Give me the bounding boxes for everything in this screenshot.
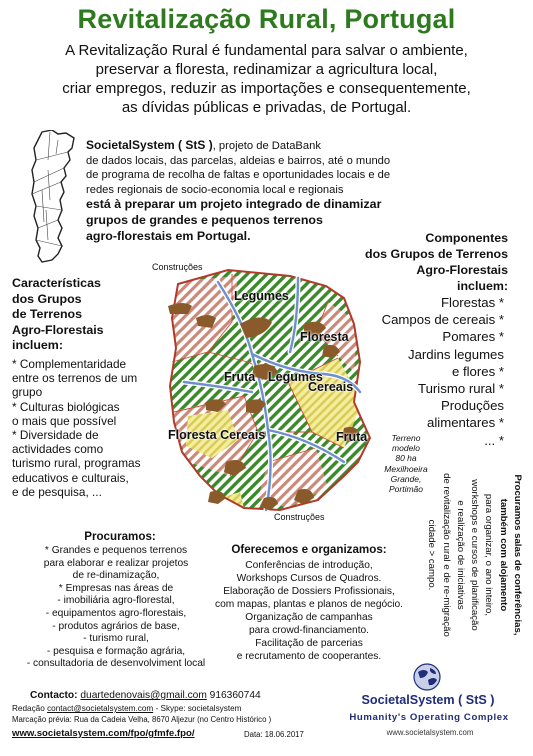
components-item: Produções: [440, 398, 504, 414]
oferecemos-item: com mapas, plantas e planos de negócio.: [214, 599, 404, 610]
procuramos-item: de re-dinamização,: [72, 570, 160, 582]
components-item: Campos de cereais *: [381, 312, 504, 328]
contact-phone: 916360744: [209, 690, 261, 701]
vertical-note-line: cidade > campo.: [426, 519, 438, 591]
procuramos-heading: Procuramos:: [84, 530, 156, 543]
about-line: [86, 138, 416, 154]
terreno-line: modelo: [392, 443, 420, 454]
components-item: Turismo rural *: [418, 381, 504, 397]
characteristics-item: turismo rural, programas: [12, 456, 141, 471]
procuramos-item: - imobiliária agro-florestal,: [57, 595, 175, 607]
components-item: Pomares *: [442, 329, 504, 345]
redacao-label: Redação: [12, 704, 45, 713]
terreno-line: 80 ha: [395, 453, 417, 464]
components-item: Jardins legumes: [407, 346, 504, 362]
map-label-construcoes-top: Construções: [152, 262, 203, 272]
characteristics-heading-line: dos Grupos: [12, 291, 82, 306]
characteristics-heading-line: Agro-Florestais: [12, 322, 104, 337]
characteristics-item: entre os terrenos de um: [12, 371, 138, 386]
oferecemos-item: para crowd-financiamento.: [248, 625, 370, 636]
components-item: Florestas *: [440, 295, 504, 310]
vertical-note-line: Procuramos salas de conferências,: [512, 474, 523, 636]
map-label-construcoes-bottom: Construções: [274, 512, 325, 522]
components-heading-line: incluem:: [457, 279, 508, 293]
terreno-line: Mexilhoeira: [384, 463, 428, 474]
characteristics-heading-line: de Terrenos: [12, 307, 83, 321]
characteristics-item: o mais que possível: [12, 413, 117, 428]
characteristics-heading-line: Características: [12, 276, 101, 290]
procuramos-item: * Empresas nas áreas de: [58, 582, 174, 594]
about-line: de programa de recolha de faltas e oportunidades locais e de: [86, 169, 391, 182]
oferecemos-heading: Oferecemos e organizamos:: [231, 543, 387, 556]
website-link[interactable]: www.societalsystem.com/fpo/gfmfe.fpo/: [12, 728, 195, 739]
oferecemos-item: Facilitação de parcerias: [255, 638, 363, 649]
map-label-fruta: Fruta: [224, 370, 256, 384]
redacao-email-link[interactable]: contact@societalsystem.com: [47, 704, 154, 713]
about-line-rest: , projeto de DataBank: [212, 140, 321, 152]
components-item: e flores *: [451, 363, 504, 379]
brand-name: SocietalSystem ( StS ): [361, 693, 495, 707]
procuramos-item: para elaborar e realizar projetos: [43, 557, 189, 569]
page-title: Revitalização Rural, Portugal: [77, 4, 456, 34]
procuramos-item: - pesquisa e formação agrária,: [46, 645, 186, 657]
terreno-line: Grande,: [390, 473, 422, 484]
characteristics-heading-line: incluem:: [12, 338, 63, 352]
intro-line: preservar a floresta, redinamizar a agricultura local,: [95, 61, 438, 78]
map-label-floresta: Floresta: [300, 330, 349, 344]
contact-line: [30, 690, 261, 701]
brand-url[interactable]: www.societalsystem.com: [386, 728, 474, 737]
characteristics-item: actividades como: [12, 442, 104, 457]
vertical-note-box: [412, 430, 527, 680]
oferecemos-item: e recrutamento de cooperantes.: [236, 651, 382, 662]
intro-line: as dívidas públicas e privadas, de Portugal.: [121, 99, 412, 116]
map-label-cereais: Cereais: [308, 380, 354, 394]
components-heading-line: Componentes: [425, 231, 508, 245]
components-item: ... *: [484, 432, 504, 448]
intro-text: [4, 41, 529, 117]
publication-date: Data: 18.06.2017: [244, 730, 304, 739]
marcacao-address: Marcação prévia: Rua da Cadeia Velha, 8670 Aljezur (no Centro Histórico ): [12, 715, 272, 724]
intro-line: criar empregos, reduzir as importações e consequentemente,: [62, 80, 471, 97]
about-bold-line: está à preparar um projeto integrado de dinamizar: [86, 197, 382, 211]
plot-map: [148, 262, 408, 524]
oferecemos-item: Elaboração de Dossiers Profissionais,: [223, 586, 395, 597]
map-label-legumes-mid: Legumes: [268, 370, 323, 384]
oferecemos-item: Organização de campanhas: [245, 612, 373, 623]
vertical-note-line: e realização de iniciativas: [454, 500, 466, 610]
about-bold-line: grupos de grandes e pequenos terrenos: [86, 213, 323, 227]
procuramos-item: - equipamentos agro-florestais,: [45, 607, 187, 619]
map-label-fruta-right: Fruta: [336, 430, 368, 444]
vertical-note-line: de revitalização rural e de re-migração: [440, 473, 452, 637]
contact-email-link[interactable]: duartedenovais@gmail.com: [80, 690, 207, 701]
procuramos-item: - consultadoria de desenvolviment local: [26, 658, 206, 670]
vertical-note: [424, 430, 524, 680]
map-label-legumes: Legumes: [234, 289, 289, 303]
characteristics-item: * Complementaridade: [12, 357, 127, 371]
about-bold-line: agro-florestais em Portugal.: [86, 229, 251, 243]
contact-label: Contacto:: [30, 690, 78, 701]
redacao-skype: - Skype: societalsystem: [155, 704, 242, 713]
portugal-map-icon: [28, 130, 78, 270]
about-text: [86, 138, 416, 197]
brand-tagline: Humanity's Operating Complex: [349, 712, 509, 723]
procuramos-item: - produtos agrários de base,: [52, 620, 180, 632]
components-heading-line: dos Grupos de Terrenos: [365, 247, 508, 261]
procuramos-item: * Grandes e pequenos terrenos: [44, 545, 188, 556]
characteristics-item: * Diversidade de: [12, 428, 99, 443]
vertical-note-line: workshops e cursos de planificação: [469, 479, 481, 631]
about-line: redes regionais de socio-economia local e regionais: [86, 183, 344, 196]
intro-line: A Revitalização Rural é fundamental para salvar o ambiente,: [65, 42, 468, 59]
oferecemos-item: Workshops Cursos de Quadros.: [236, 573, 382, 584]
map-label-floresta-cereais: Floresta Cereais: [168, 428, 266, 442]
characteristics-item: grupo: [12, 385, 43, 400]
components-item: alimentares *: [427, 415, 504, 431]
procuramos-item: - turismo rural,: [83, 633, 149, 645]
components-heading-line: Agro-Florestais: [416, 263, 508, 277]
characteristics-item: educativos e culturais,: [12, 470, 129, 485]
oferecemos-item: Conferências de introdução,: [245, 560, 373, 571]
about-brand: SocietalSystem ( StS ): [86, 138, 213, 152]
about-line: de dados locais, das parcelas, aldeias e bairros, até o mundo: [86, 154, 391, 167]
terreno-line: Terreno: [391, 433, 421, 443]
characteristics-item: e de pesquisa, ...: [12, 484, 102, 499]
globe-logo-icon: [412, 662, 442, 692]
oferecemos-list: [196, 559, 422, 663]
redacao-line: [12, 704, 242, 713]
characteristics-item: * Culturas biológicas: [12, 399, 120, 414]
vertical-note-line: também com alojamento: [497, 498, 509, 612]
vertical-note-line: para organizar, o ano inteiro,: [483, 493, 495, 617]
terreno-line: Portimão: [388, 484, 423, 495]
